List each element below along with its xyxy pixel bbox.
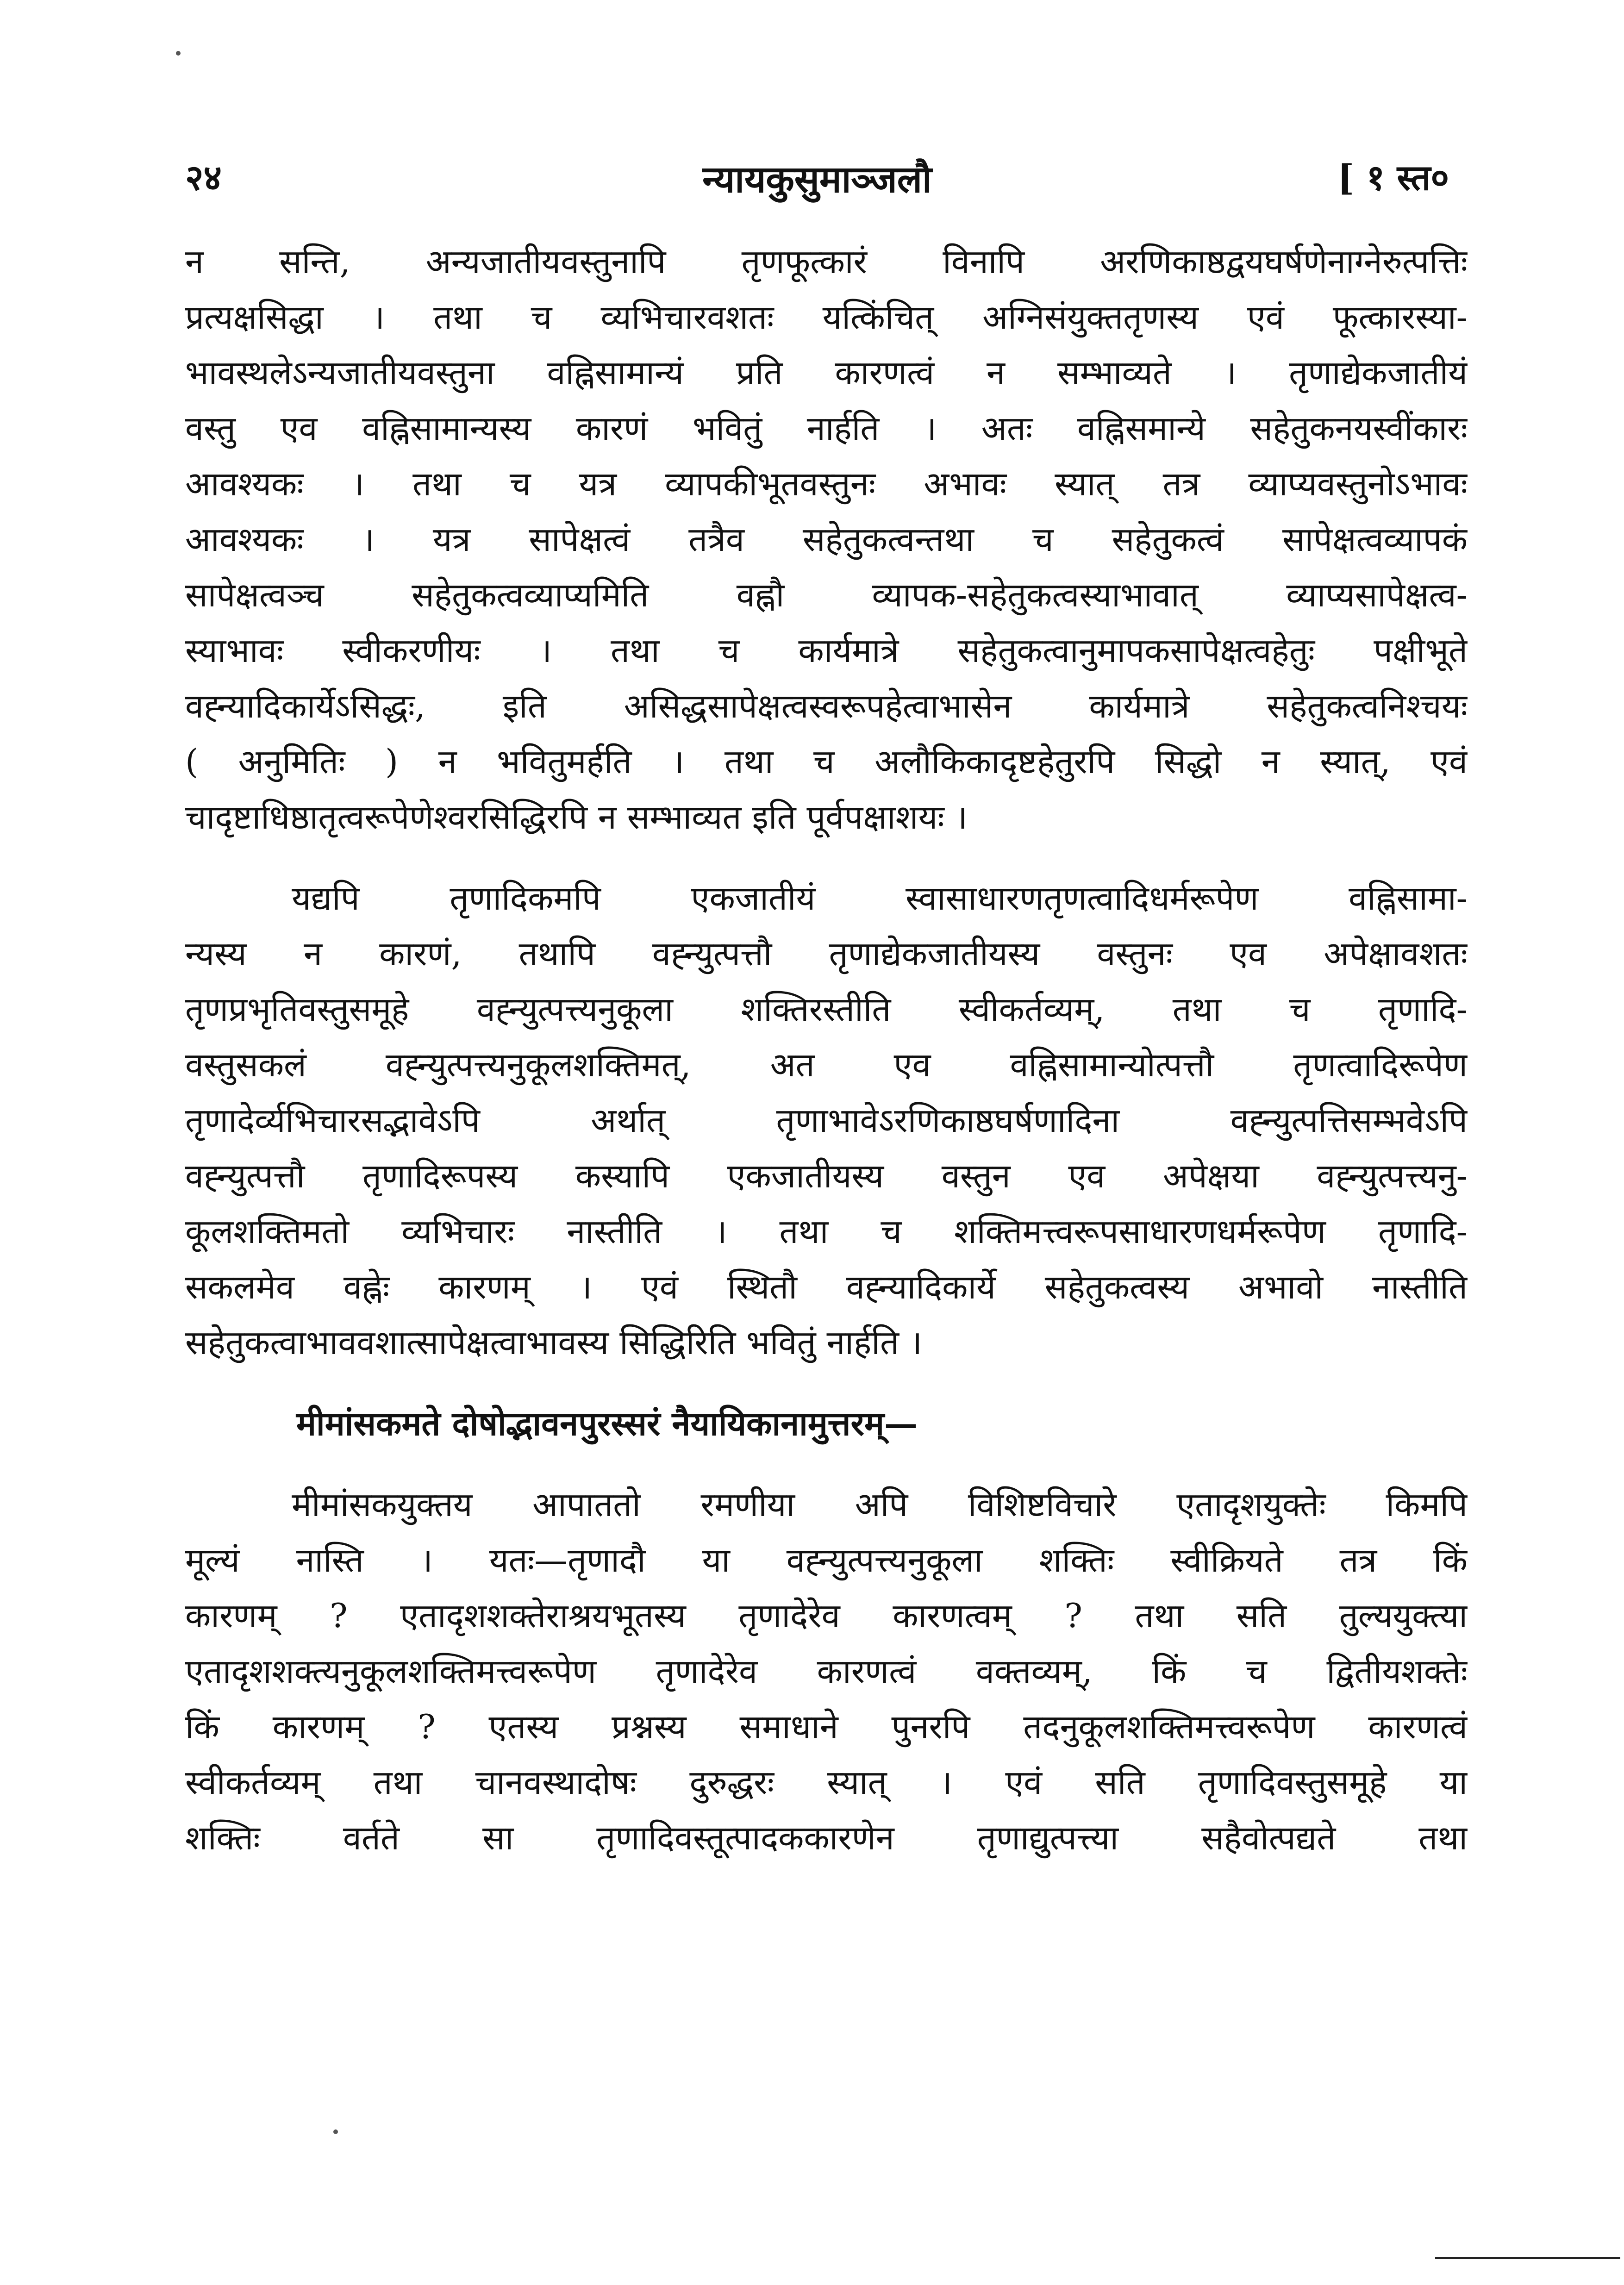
footer-rule [1435, 2257, 1620, 2259]
paragraph-3 [185, 1477, 1468, 1866]
text-line: तृणप्रभृतिवस्तुसमूहे वह्न्युत्पत्त्यनुकूला शक्तिरस्तीति स्वीकर्तव्यम्, तथा च तृणादि- [185, 990, 1468, 1029]
text-line: सकलमेव वह्नेः कारणम् । एवं स्थितौ वह्न्यादिकार्ये सहेतुकत्वस्य अभावो नास्तीति [185, 1267, 1468, 1306]
running-title: न्यायकुसुमाञ्जलौ [702, 157, 932, 201]
text-line: एतादृशशक्त्यनुकूलशक्तिमत्त्वरूपेण तृणादेरेव कारणत्वं वक्तव्यम्, किं च द्वितीयशक्तेः [185, 1652, 1468, 1691]
text-line: प्रत्यक्षसिद्धा । तथा च व्यभिचारवशतः यत्किंचित् अग्निसंयुक्ततृणस्य एवं फूत्कारस्या- [185, 298, 1468, 337]
text-line: चादृष्टाधिष्ठातृत्वरूपेणेश्वरसिद्धिरपि न सम्भाव्यत इति पूर्वपक्षाशयः । [185, 798, 968, 837]
page-number: २४ [185, 157, 222, 198]
text-line: वस्तु एव वह्निसामान्यस्य कारणं भवितुं नार्हति । अतः वह्निसमान्ये सहेतुकनयस्वींकारः [185, 409, 1468, 448]
scan-speck [176, 51, 181, 56]
text-line: वह्न्यादिकार्येऽसिद्धः, इति असिद्धसापेक्षत्वस्वरूपहेत्वाभासेन कार्यमात्रे सहेतुकत्वनिश्चयः [185, 687, 1468, 725]
text-line: कूलशक्तिमतो व्यभिचारः नास्तीति । तथा च शक्तिमत्त्वरूपसाधारणधर्मरूपेण तृणादि- [185, 1212, 1468, 1251]
text-line: स्वीकर्तव्यम् तथा चानवस्थादोषः दुरुद्धरः स्यात् । एवं सति तृणादिवस्तुसमूहे या [185, 1763, 1468, 1802]
text-line: आवश्यकः । यत्र सापेक्षत्वं तत्रैव सहेतुकत्वन्तथा च सहेतुकत्वं सापेक्षत्वव्यापकं [185, 520, 1468, 559]
paragraph-1 [185, 234, 1468, 845]
text-line: स्याभावः स्वीकरणीयः । तथा च कार्यमात्रे सहेतुकत्वानुमापकसापेक्षत्वहेतुः पक्षीभूते [185, 631, 1468, 670]
text-line: वह्न्युत्पत्तौ तृणादिरूपस्य कस्यापि एकजातीयस्य वस्तुन एव अपेक्षया वह्न्युत्पत्त्यनु- [185, 1156, 1468, 1195]
paragraph-2 [185, 870, 1468, 1370]
page-header [176, 153, 1458, 213]
text-line: वस्तुसकलं वह्न्युत्पत्त्यनुकूलशक्तिमत्, अत एव वह्निसामान्योत्पत्तौ तृणत्वादिरूपेण [185, 1045, 1468, 1084]
text-line: यद्यपि तृणादिकमपि एकजातीयं स्वासाधारणतृणत्वादिधर्मरूपेण वह्निसामा- [292, 879, 1468, 918]
text-line: आवश्यकः । तथा च यत्र व्यापकीभूतवस्तुनः अभावः स्यात् तत्र व्याप्यवस्तुनोऽभावः [185, 464, 1468, 503]
text-line: मीमांसकयुक्तय आपाततो रमणीया अपि विशिष्टविचारे एतादृशयुक्तेः किमपि [292, 1485, 1468, 1524]
text-line: मूल्यं नास्ति । यतः—तृणादौ या वह्न्युत्पत्त्यनुकूला शक्तिः स्वीक्रियते तत्र किं [185, 1541, 1468, 1580]
body-text [185, 234, 1468, 1866]
text-line: न सन्ति, अन्यजातीयवस्तुनापि तृणफूत्कारं विनापि अरणिकाष्ठद्वयघर्षणेनाग्नेरुत्पत्तिः [185, 242, 1468, 281]
scan-speck [333, 2129, 338, 2134]
section-marker: [ १ स्त० [1337, 157, 1449, 198]
text-line: तृणादेर्व्यभिचारसद्भावेऽपि अर्थात् तृणाभावेऽरणिकाष्ठघर्षणादिना वह्न्युत्पत्तिसम्भवेऽपि [185, 1101, 1468, 1140]
text-line: न्यस्य न कारणं, तथापि वह्न्युत्पत्तौ तृणाद्येकजातीयस्य वस्तुनः एव अपेक्षावशतः [185, 934, 1468, 973]
text-line: कारणम् ? एतादृशशक्तेराश्रयभूतस्य तृणादेरेव कारणत्वम् ? तथा सति तुल्ययुक्त्या [185, 1596, 1468, 1635]
text-line: ( अनुमितिः ) न भवितुमर्हति । तथा च अलौकिकादृष्टहेतुरपि सिद्धो न स्यात्, एवं [185, 742, 1468, 781]
section-subheading: मीमांसकमते दोषोद्भावनपुरस्सरं नैयायिकानामुत्तरम्— [296, 1404, 918, 1443]
text-line: किं कारणम् ? एतस्य प्रश्नस्य समाधाने पुनरपि तदनुकूलशक्तिमत्त्वरूपेण कारणत्वं [185, 1707, 1468, 1746]
text-line: शक्तिः वर्तते सा तृणादिवस्तूत्पादककारणेन तृणाद्युत्पत्त्या सहैवोत्पद्यते तथा [185, 1818, 1468, 1857]
text-line: सहेतुकत्वाभाववशात्सापेक्षत्वाभावस्य सिद्धिरिति भवितुं नार्हति । [185, 1323, 923, 1362]
text-line: सापेक्षत्वञ्च सहेतुकत्वव्याप्यमिति वह्नौ व्यापक-सहेतुकत्वस्याभावात् व्याप्यसापेक्षत्व- [185, 575, 1468, 614]
text-line: भावस्थलेऽन्यजातीयवस्तुना वह्निसामान्यं प्रति कारणत्वं न सम्भाव्यते । तृणाद्येकजातीयं [185, 353, 1468, 392]
